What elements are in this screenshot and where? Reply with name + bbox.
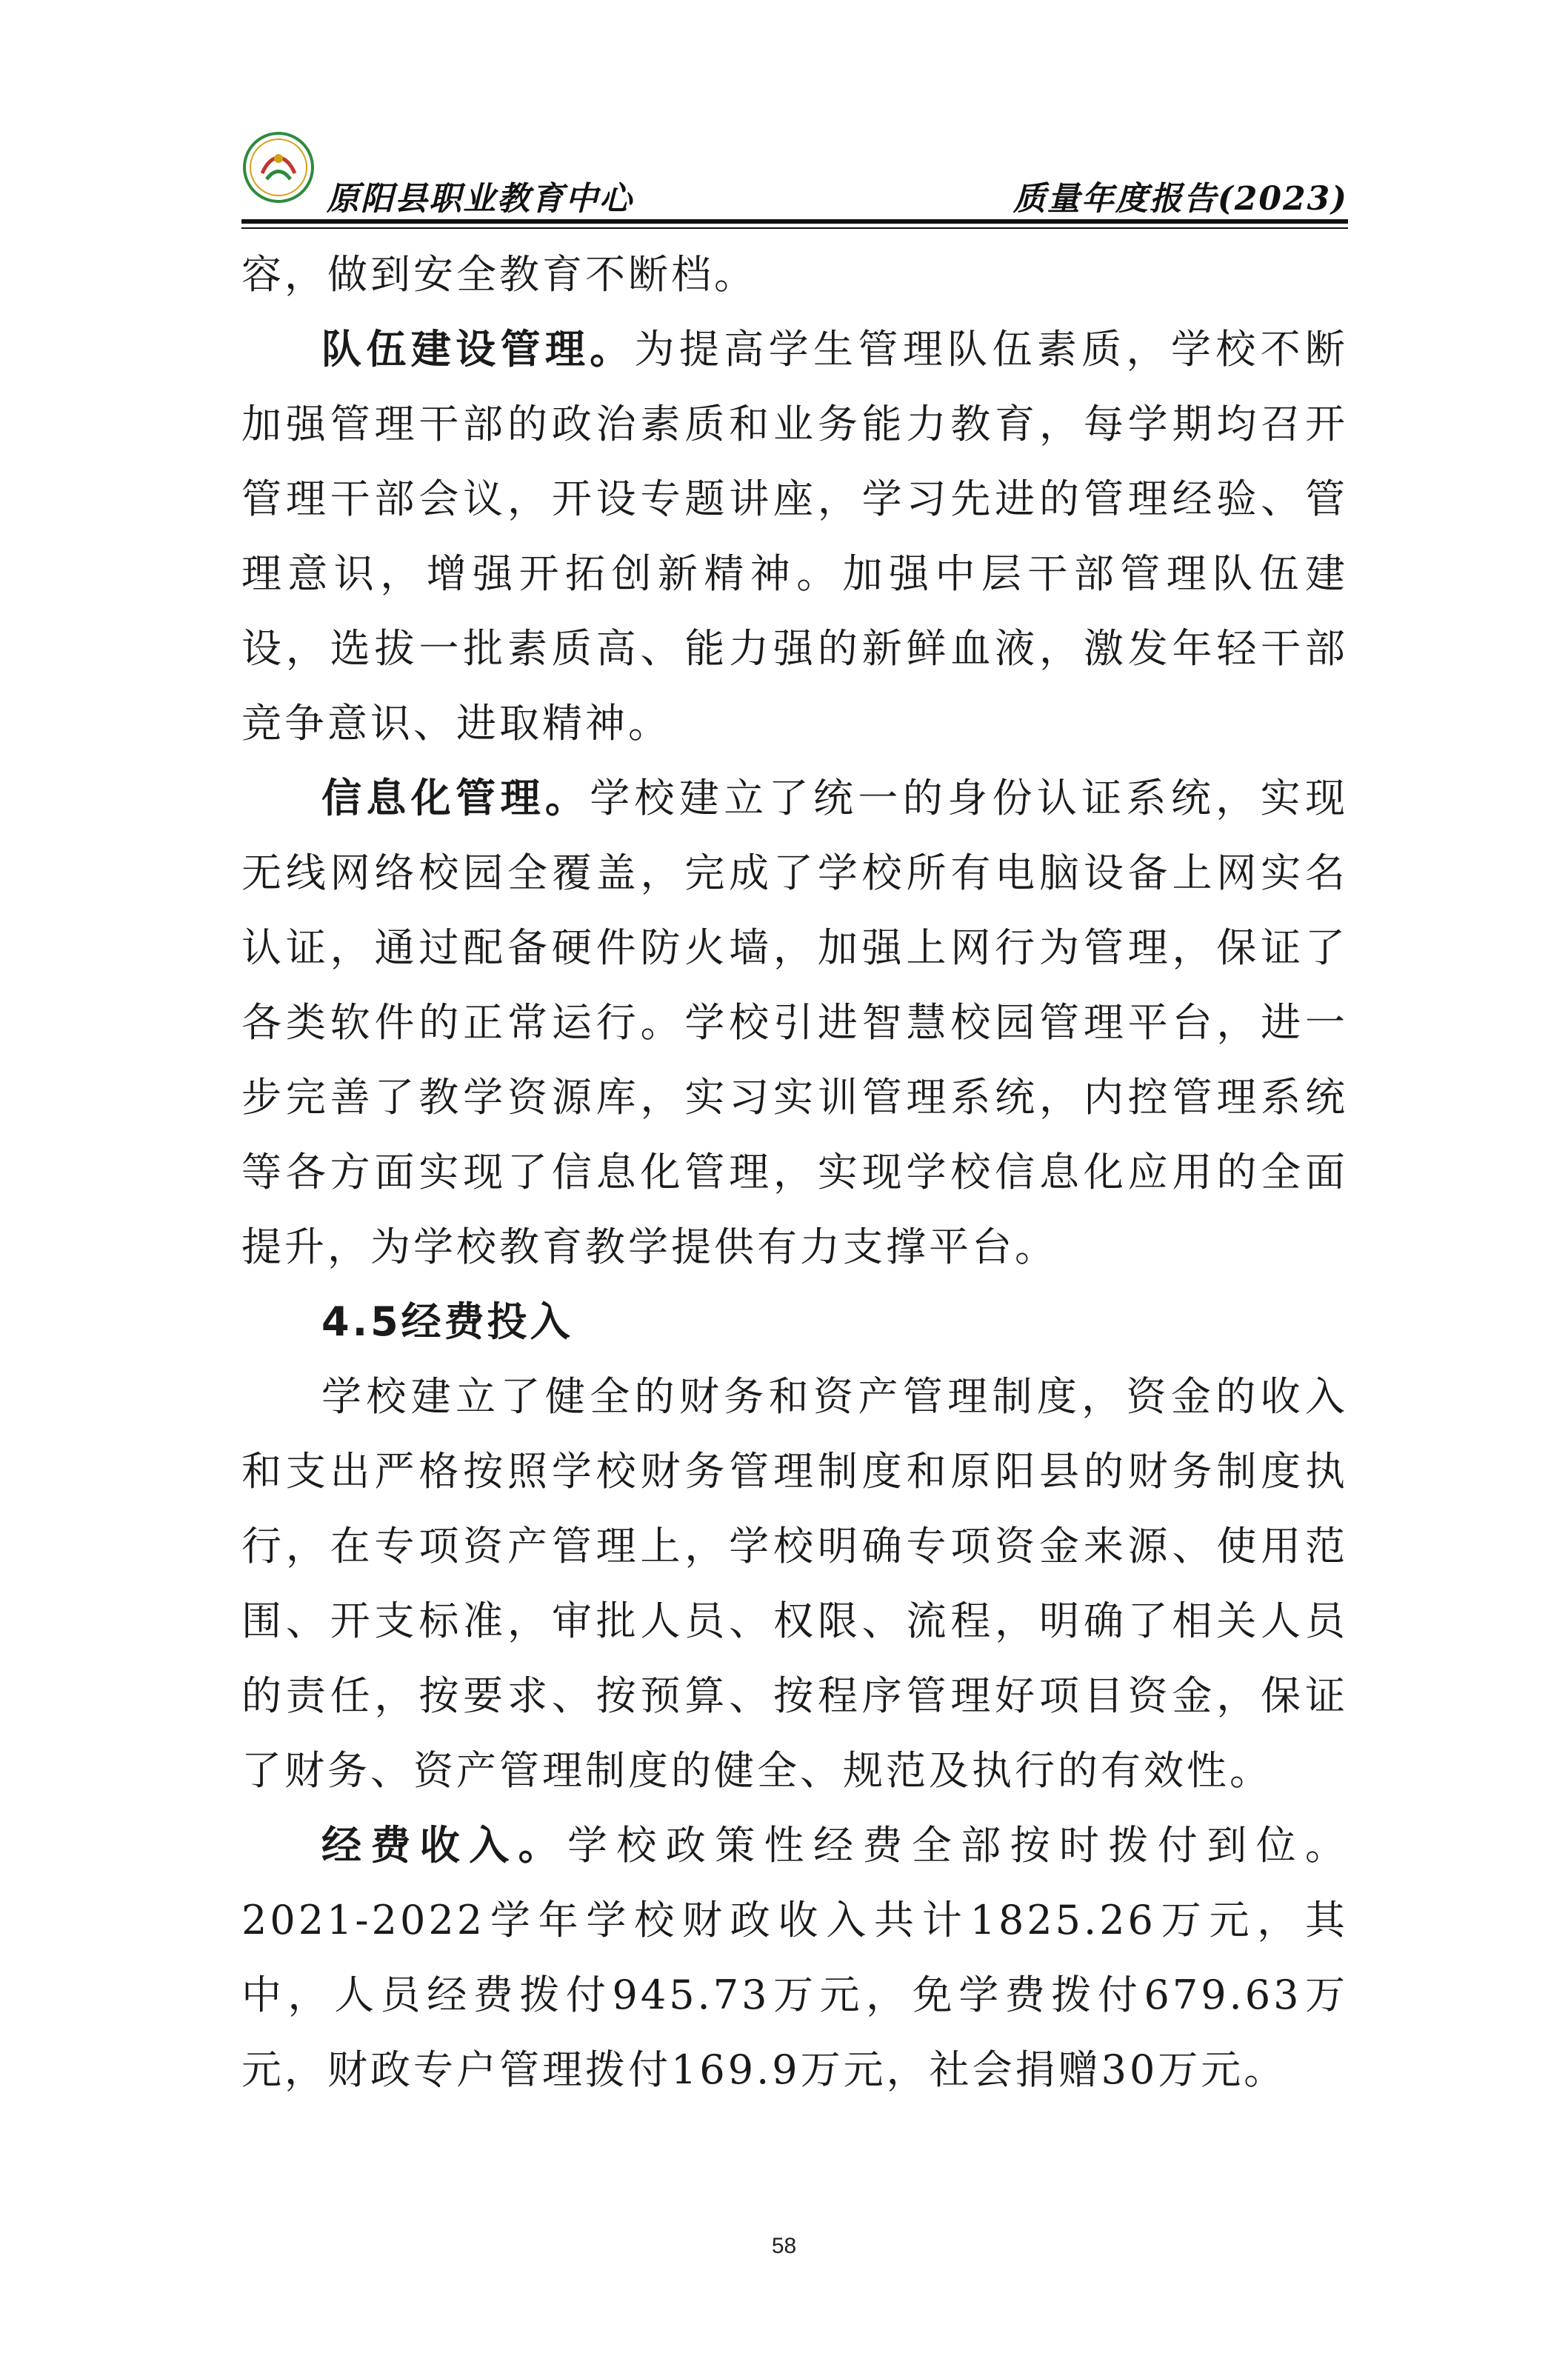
paragraph-informatization — [241, 761, 1348, 1284]
page-number: 58 — [771, 2234, 797, 2258]
header-divider-thick — [241, 219, 1348, 224]
page-header — [241, 130, 1348, 234]
paragraph-continuation — [241, 237, 1348, 312]
paragraph-text: 为提高学生管理队伍素质，学校不断加强管理干部的政治素质和业务能力教育，每学期均召开管理干部会议，开设专题讲座，学习先进的管理经验、管理意识，增强开拓创新精神。加强中层干部管理队伍建设，选拔一批素质高、能力强的新鲜血液，激发年轻干部竞争意识、进取精神。 — [241, 326, 1348, 747]
paragraph-text: 容，做到安全教育不断档。 — [241, 251, 757, 298]
report-title: 质量年度报告(2023) — [1012, 180, 1348, 218]
body-text — [241, 237, 1348, 2107]
paragraph-lead: 队伍建设管理。 — [321, 326, 635, 373]
paragraph-team-building — [241, 312, 1348, 761]
paragraph-funding-income — [241, 1808, 1348, 2107]
paragraph-lead: 经费收入。 — [321, 1822, 567, 1869]
paragraph-finance-system — [241, 1359, 1348, 1808]
paragraph-text: 学校建立了统一的身份认证系统，实现无线网络校园全覆盖，完成了学校所有电脑设备上网实名认证，通过配备硬件防火墙，加强上网行为管理，保证了各类软件的正常运行。学校引进智慧校园管理平台，进一步完善了教学资源库，实习实训管理系统，内控管理系统等各方面实现了信息化管理，实现学校信息化应用的全面提升，为学校教育教学提供有力支撑平台。 — [241, 775, 1349, 1270]
paragraph-text: 学校政策性经费全部按时拨付到位。2021-2022学年学校财政收入共计1825.26万元，其中，人员经费拨付945.73万元，免学费拨付679.63万元，财政专户管理拨付169.9万元，社会捐赠30万元。 — [241, 1822, 1348, 2093]
header-divider-thin — [241, 227, 1348, 229]
school-emblem-icon — [241, 130, 316, 204]
section-heading: 4.5经费投入 — [321, 1298, 573, 1345]
paragraph-lead: 信息化管理。 — [321, 775, 590, 821]
school-name: 原阳县职业教育中心 — [327, 180, 633, 218]
paragraph-text: 学校建立了健全的财务和资产管理制度，资金的收入和支出严格按照学校财务管理制度和原阳县的财务制度执行，在专项资产管理上，学校明确专项资金来源、使用范围、开支标准，审批人员、权限、流程，明确了相关人员的责任，按要求、按预算、按程序管理好项目资金，保证了财务、资产管理制度的健全、规范及执行的有效性。 — [241, 1373, 1348, 1794]
